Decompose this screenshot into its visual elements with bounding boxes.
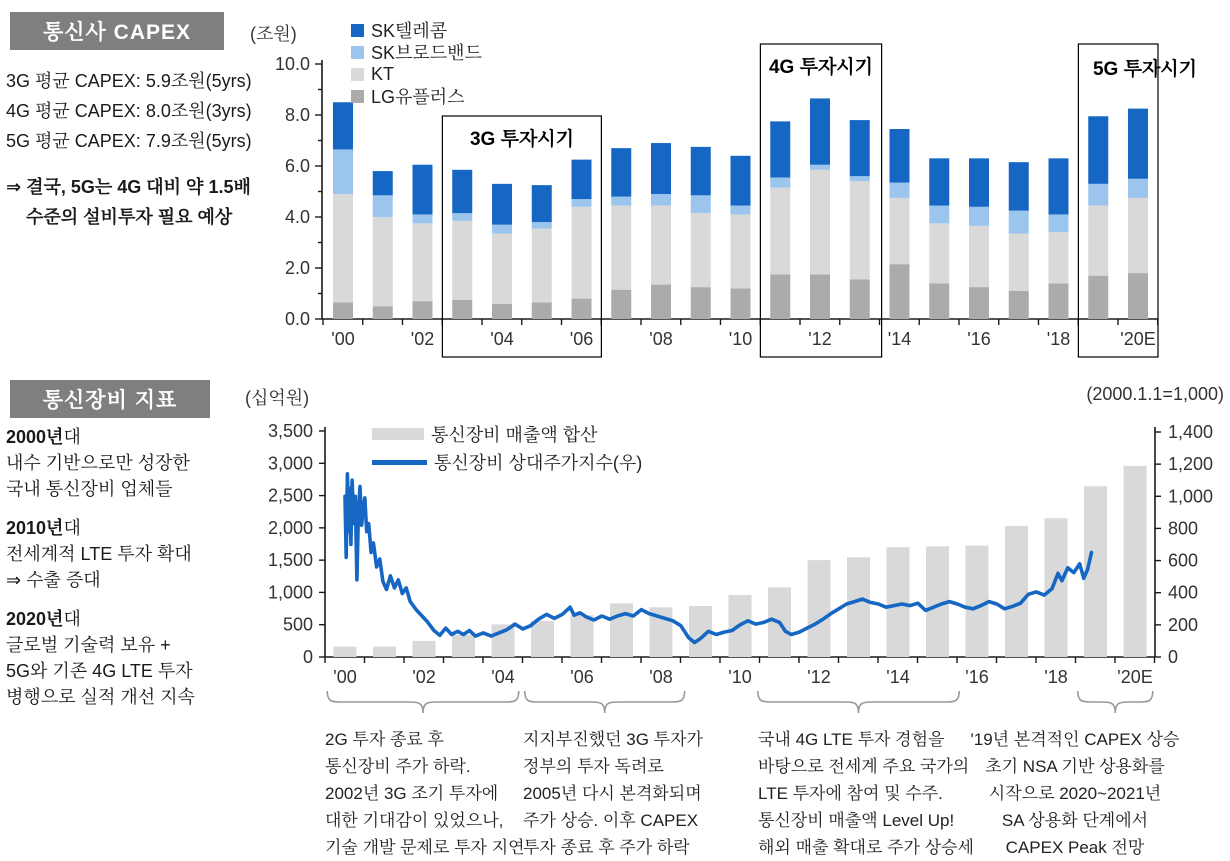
axis-unit-label-billion-won: (십억원): [245, 388, 310, 408]
axis-tick-label: '00: [331, 329, 355, 349]
capex-bar-segment: [651, 285, 671, 319]
annotation-line: 2005년 다시 본격화되며: [523, 784, 702, 803]
capex-bar-segment: [770, 188, 790, 275]
annotation-line: 2G 투자 종료 후: [325, 730, 444, 749]
capex-bar-segment: [413, 214, 433, 223]
legend-label: KT: [371, 63, 395, 84]
annotation-3g-period: 3G 투자시기: [469, 129, 575, 150]
capex-bar-segment: [890, 264, 910, 319]
axis-tick-label: '20E: [1120, 329, 1156, 349]
capex-bar-segment: [691, 213, 711, 287]
axis-tick-label: 600: [1168, 550, 1199, 571]
annotation-block-4: [966, 726, 1184, 861]
brace-icon: [1078, 691, 1153, 713]
axis-tick-label: 500: [282, 614, 313, 635]
capex-bar-segment: [532, 185, 552, 222]
capex-bar-segment: [611, 290, 631, 319]
legend-label: SK브로드밴드: [371, 43, 482, 63]
capex-bar-segment: [1049, 283, 1069, 319]
capex-bar-segment: [731, 214, 751, 288]
axis-tick-label: '12: [808, 329, 832, 349]
axis-tick-label: 0.0: [284, 309, 310, 329]
axis-tick-label: '14: [886, 667, 910, 687]
capex-bar-segment: [1088, 276, 1108, 319]
axis-tick-label: '08: [649, 329, 673, 349]
capex-bar-segment: [452, 300, 472, 319]
capex-bar-segment: [850, 176, 870, 181]
capex-y-axis: [275, 54, 322, 329]
capex-bar-segment: [770, 121, 790, 177]
decade-title: 2020년: [6, 609, 64, 629]
axis-tick-label: 3,000: [267, 453, 313, 474]
legend-item-revenue: [372, 420, 642, 448]
capex-bar-segment: [1128, 179, 1148, 198]
conclusion-line-2: 수준의 설비투자 필요 예상: [26, 207, 233, 227]
capex-bar-segment: [1009, 291, 1029, 319]
legend-item-skb: [351, 41, 482, 63]
capex-bar-segment: [532, 222, 552, 228]
capex-bar-segment: [770, 274, 790, 319]
annotation-line: 주가 상승. 이후 CAPEX: [523, 811, 699, 830]
annotation-line: 지지부진했던 3G 투자가: [523, 730, 703, 749]
axis-tick-label: '08: [649, 667, 673, 687]
note-line: 전세계적 LTE 투자 확대: [6, 544, 192, 564]
capex-line-5g: 5G 평균 CAPEX: 7.9조원(5yrs): [6, 131, 252, 151]
capex-x-axis: [322, 319, 1158, 349]
capex-bar-segment: [1088, 116, 1108, 184]
section-title-equipment: 통신장비 지표: [10, 380, 210, 418]
axis-tick-label: 0: [302, 647, 313, 667]
axis-tick-label: 1,000: [267, 582, 313, 603]
capex-bar-segment: [691, 287, 711, 319]
axis-tick-label: 1,500: [267, 550, 313, 571]
axis-tick-label: '06: [569, 329, 594, 349]
equip-right-axis: [1155, 422, 1213, 667]
legend-item-index: [372, 448, 642, 476]
axis-tick-label: '10: [728, 667, 752, 687]
brace-icon: [758, 691, 959, 713]
equip-revenue-bar: [413, 641, 436, 657]
capex-bar-segment: [969, 226, 989, 287]
capex-bar-segment: [373, 217, 393, 306]
legend-item-lg: [351, 85, 482, 107]
capex-bar-segment: [651, 206, 671, 285]
annotation-line: 통신장비 매출액 Level Up!: [758, 811, 955, 830]
capex-chart-legend: [351, 19, 482, 107]
axis-tick-label: '04: [490, 329, 514, 349]
capex-bar-segment: [810, 98, 830, 164]
capex-bar-segment: [810, 274, 830, 319]
capex-bar-segment: [611, 148, 631, 196]
legend-item-skt: [351, 19, 482, 41]
note-line: 병행으로 실적 개선 지속: [6, 687, 195, 707]
capex-bar-segment: [413, 165, 433, 215]
capex-bar-segment: [333, 149, 353, 194]
equip-revenue-bar: [808, 560, 831, 657]
axis-tick-label: '18: [1044, 667, 1068, 687]
capex-line-3g: 3G 평균 CAPEX: 5.9조원(5yrs): [6, 71, 252, 91]
equip-revenue-bar: [610, 603, 633, 657]
capex-bar-segment: [492, 184, 512, 225]
capex-bar-segment: [611, 206, 631, 290]
annotation-line: 시작으로 2020~2021년: [988, 784, 1162, 803]
equip-revenue-bar: [373, 647, 396, 657]
capex-bar-segment: [1128, 109, 1148, 179]
capex-bar-segment: [492, 304, 512, 319]
annotation-line: 투자 종료 후 주가 하락: [523, 838, 690, 857]
revenue-bar-swatch-icon: [372, 428, 424, 440]
capex-bar-segment: [413, 301, 433, 319]
skb-swatch-icon: [351, 46, 364, 59]
capex-bar-segment: [1088, 206, 1108, 276]
decade-title: 2010년: [6, 518, 64, 538]
decade-title: 2000년: [6, 427, 64, 447]
capex-bar-segment: [572, 199, 592, 207]
capex-bar-segment: [1049, 232, 1069, 283]
capex-bar-segment: [333, 194, 353, 302]
legend-label: 통신장비 매출액 합산: [431, 425, 598, 445]
annotation-4g-period: 4G 투자시기: [768, 57, 874, 78]
capex-bar-segment: [810, 165, 830, 170]
capex-bar-segment: [452, 213, 472, 221]
axis-tick-label: 2,000: [267, 517, 313, 538]
axis-tick-label: 10.0: [274, 54, 310, 74]
axis-tick-label: '06: [570, 667, 594, 687]
section-title-capex: 통신사 CAPEX: [10, 12, 224, 50]
note-line: 5G와 기존 4G LTE 투자: [6, 661, 193, 681]
equip-revenue-bar: [531, 621, 554, 657]
equip-revenue-bar: [887, 547, 910, 657]
kt-swatch-icon: [351, 68, 364, 81]
axis-tick-label: 2.0: [284, 258, 310, 278]
capex-bar-segment: [1009, 211, 1029, 234]
legend-label: SK텔레콤: [371, 21, 448, 41]
decade-2010s-paragraph: [6, 515, 195, 593]
axis-tick-label: '18: [1046, 329, 1071, 349]
annotation-line: 기술 개발 문제로 투자 지연: [325, 838, 525, 857]
axis-tick-label: 8.0: [284, 105, 310, 125]
capex-bar-segment: [1049, 158, 1069, 214]
capex-bar-segment: [691, 147, 711, 195]
axis-unit-label-index-base: (2000.1.1=1,000): [1086, 384, 1224, 404]
axis-tick-label: '02: [410, 329, 435, 349]
capex-bar-segment: [1049, 214, 1069, 232]
capex-bar-segment: [1009, 162, 1029, 210]
axis-tick-label: 2,500: [267, 485, 313, 506]
equip-x-axis: [325, 657, 1155, 687]
annotation-block-1: [325, 726, 525, 861]
annotation-line: 바탕으로 전세계 주요 국가의: [758, 757, 970, 776]
capex-bar-segment: [373, 171, 393, 195]
capex-bar-segment: [929, 158, 949, 205]
axis-tick-label: '12: [807, 667, 831, 687]
annotation-5g-period: 5G 투자시기: [1092, 59, 1198, 80]
conclusion-line-1: ⇒ 결국, 5G는 4G 대비 약 1.5배: [6, 177, 251, 197]
equip-revenue-bar: [847, 557, 870, 657]
note-line: 글로벌 기술력 보유 +: [6, 635, 171, 655]
annotation-line: '19년 본격적인 CAPEX 상승: [970, 730, 1180, 749]
capex-bar-segment: [651, 194, 671, 205]
capex-bar-segment: [1088, 184, 1108, 206]
legend-label: 통신장비 상대주가지수(우): [434, 453, 643, 473]
decade-title-suffix: 대: [63, 518, 81, 538]
equip-revenue-bar: [1005, 526, 1028, 657]
equip-revenue-bar: [966, 546, 989, 657]
axis-tick-label: '14: [887, 329, 912, 349]
capex-bar-segment: [452, 221, 472, 300]
annotation-line: 대한 기대감이 있었으나,: [325, 811, 504, 830]
decade-2020s-paragraph: [6, 606, 195, 710]
note-line: 내수 기반으로만 성장한: [6, 453, 190, 473]
annotation-block-2: [523, 726, 703, 861]
equipment-chart-legend: [372, 420, 642, 476]
decade-title-suffix: 대: [63, 427, 81, 447]
brace-icon: [327, 691, 519, 713]
axis-tick-label: 6.0: [284, 156, 310, 176]
annotation-line: 통신장비 주가 하락.: [325, 757, 471, 776]
capex-bar-segment: [1009, 234, 1029, 291]
capex-bar-segment: [969, 207, 989, 226]
axis-tick-label: 3,500: [267, 421, 313, 441]
axis-tick-label: 400: [1168, 582, 1199, 603]
equip-revenue-bar: [492, 624, 515, 657]
decade-2000s-paragraph: [6, 424, 195, 502]
index-line-swatch-icon: [372, 460, 427, 465]
capex-bar-segment: [691, 195, 711, 213]
capex-bar-segment: [1128, 273, 1148, 319]
annotation-line: SA 상용화 단계에서: [1001, 811, 1149, 830]
capex-bar-segment: [492, 234, 512, 304]
equip-bars: [334, 466, 1147, 657]
axis-tick-label: '16: [967, 329, 991, 349]
axis-tick-label: '00: [333, 667, 357, 687]
capex-bar-segment: [452, 170, 472, 213]
axis-tick-label: 4.0: [284, 207, 310, 227]
annotation-line: 국내 4G LTE 투자 경험을: [758, 730, 945, 749]
capex-bar-segment: [731, 206, 751, 215]
axis-tick-label: 1,200: [1168, 454, 1214, 475]
capex-bar-segment: [890, 183, 910, 198]
equip-revenue-bar: [1045, 518, 1068, 657]
capex-bar-segment: [850, 279, 870, 319]
annotation-block-3: [758, 726, 974, 861]
capex-bar-segment: [929, 283, 949, 319]
capex-bar-segment: [572, 299, 592, 319]
capex-bar-segment: [731, 288, 751, 319]
axis-tick-label: '16: [965, 667, 989, 687]
axis-tick-label: 0: [1168, 647, 1179, 667]
axis-tick-label: 1,000: [1168, 486, 1214, 507]
axis-tick-label: '04: [491, 667, 515, 687]
capex-bar-segment: [532, 228, 552, 302]
capex-bar-segment: [810, 170, 830, 275]
decade-title-suffix: 대: [63, 609, 81, 629]
capex-bar-segment: [890, 129, 910, 183]
note-line: 국내 통신장비 업체들: [6, 479, 173, 499]
annotation-line: 정부의 투자 독려로: [523, 757, 664, 776]
capex-bar-segment: [969, 158, 989, 206]
axis-tick-label: 1,400: [1168, 422, 1214, 442]
capex-bar-segment: [969, 287, 989, 319]
capex-bar-segment: [1128, 198, 1148, 273]
axis-tick-label: 200: [1168, 614, 1199, 635]
equip-revenue-bar: [571, 615, 594, 657]
capex-conclusion-text: [6, 172, 251, 232]
capex-bar-segment: [373, 195, 393, 217]
annotation-line: CAPEX Peak 전망: [1005, 838, 1145, 857]
capex-bar-segment: [413, 223, 433, 301]
annotation-line: 초기 NSA 기반 상용화를: [985, 757, 1165, 776]
capex-bar-segment: [890, 198, 910, 264]
capex-bar-segment: [532, 302, 552, 319]
capex-bar-segment: [770, 177, 790, 187]
equipment-summary-text: [6, 424, 195, 723]
capex-bar-segment: [850, 181, 870, 279]
capex-bar-segment: [929, 206, 949, 224]
axis-unit-label-trillion-won: (조원): [250, 24, 297, 44]
capex-bar-segment: [929, 223, 949, 283]
equip-revenue-bar: [452, 635, 475, 657]
note-line: ⇒ 수출 증대: [6, 570, 101, 590]
brace-icon: [525, 691, 685, 713]
axis-tick-label: '20E: [1117, 667, 1153, 687]
equip-left-axis: [268, 421, 325, 667]
equip-revenue-bar: [334, 647, 357, 657]
capex-bar-segment: [572, 160, 592, 200]
capex-bar-segment: [492, 225, 512, 234]
axis-tick-label: 800: [1168, 518, 1199, 539]
capex-bar-segment: [333, 102, 353, 149]
capex-bar-segment: [373, 306, 393, 319]
legend-item-kt: [351, 63, 482, 85]
annotation-line: LTE 투자에 참여 및 수주.: [758, 784, 943, 803]
capex-bar-segment: [651, 143, 671, 194]
capex-bar-segment: [731, 156, 751, 206]
annotation-line: 2002년 3G 조기 투자에: [325, 784, 499, 803]
capex-bar-segment: [572, 207, 592, 299]
skt-swatch-icon: [351, 24, 364, 37]
legend-label: LG유플러스: [371, 87, 465, 107]
axis-tick-label: '02: [412, 667, 436, 687]
axis-tick-label: '10: [728, 329, 753, 349]
capex-summary-text: [6, 66, 252, 156]
capex-bar-segment: [333, 302, 353, 319]
lg-swatch-icon: [351, 90, 364, 103]
capex-bar-segment: [850, 120, 870, 176]
annotation-braces: [327, 691, 1153, 713]
capex-line-4g: 4G 평균 CAPEX: 8.0조원(3yrs): [6, 101, 252, 121]
annotation-line: 해외 매출 확대로 주가 상승세: [758, 838, 974, 857]
capex-bar-segment: [611, 197, 631, 206]
equip-revenue-bar: [1124, 466, 1147, 657]
